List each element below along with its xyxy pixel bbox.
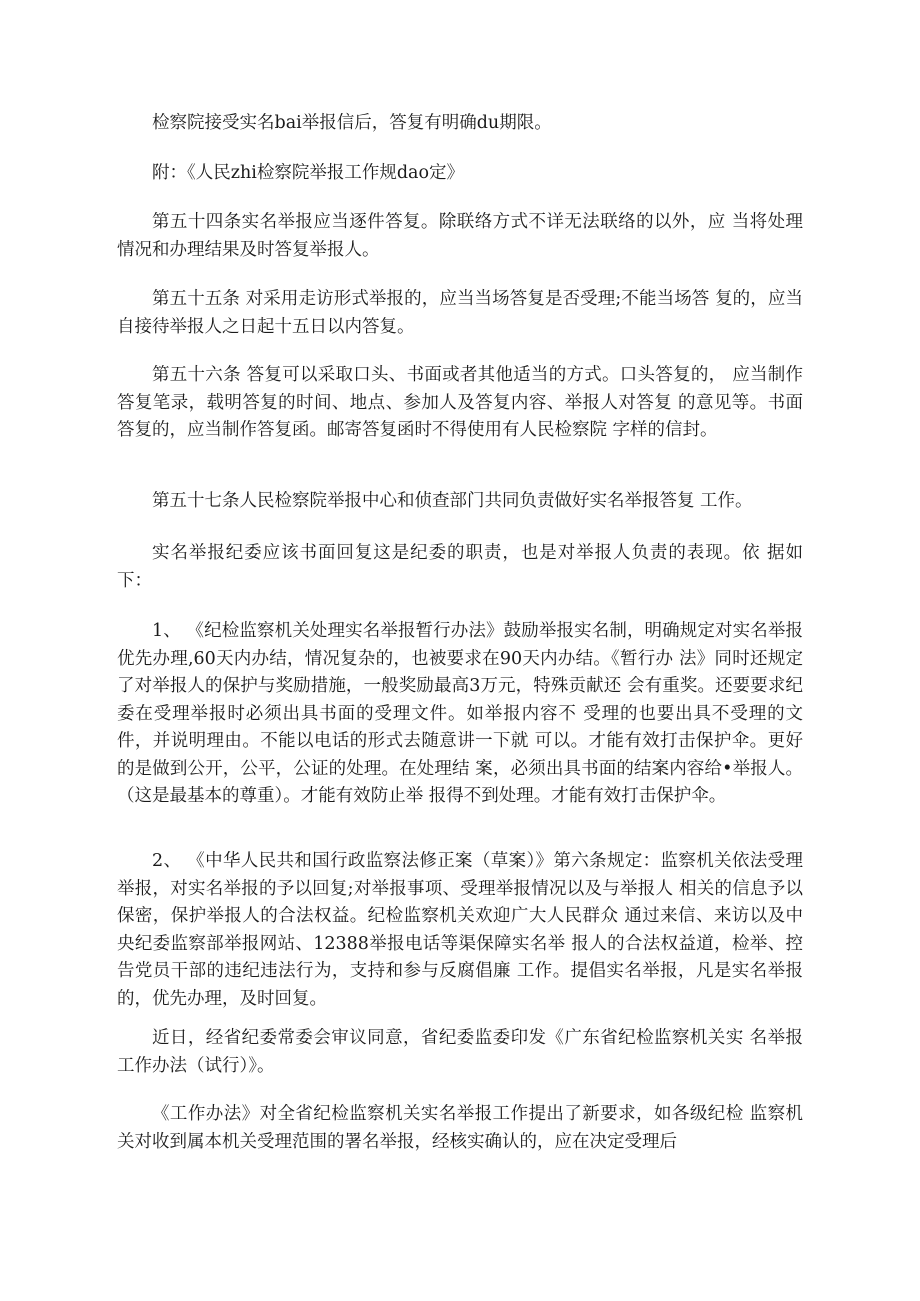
paragraph-article-57: 第五十七条人民检察院举报中心和侦查部门共同负责做好实名举报答复 工作。 xyxy=(152,491,753,511)
paragraph-written-reply-basis: 实名举报纪委应该书面回复这是纪委的职责，也是对举报人负责的表现。依 据如下： xyxy=(117,543,803,591)
paragraph-appendix-title: 附：《人民zhi检察院举报工作规dao定》 xyxy=(152,163,465,183)
paragraph-article-54: 第五十四条实名举报应当逐件答复。除联络方式不详无法联络的以外，应 当将处理情况和办理结果及时答复举报人。 xyxy=(117,212,803,260)
paragraph-item-2: 2、 《中华人民共和国行政监察法修正案（草案）》第六条规定：监察机关依法受理举报，对实名举报的予以回复;对举报事项、受理举报情况以及与举报人 相关的信息予以保密，保护举报人的合法权益。纪检监察机关欢迎广大人民群众 通过来信、来访以及中央纪委监察部举报网站、12388举报电话等渠保障实名举 报人的合法权益道，检举、控告党员干部的违纪违法行为，支持和参与反腐倡廉 工作。提倡实名举报，凡是实名举报的，优先办理，及时回复。 xyxy=(117,851,803,1009)
paragraph-item-1: 1、 《纪检监察机关处理实名举报暂行办法》鼓励举报实名制，明确规定对实名举报优先办理,60天内办结，情况复杂的，也被要求在90天内办结。《暂行办 法》同时还规定了对举报人的保护与奖励措施，一般奖励最高3万元，特殊贡献还 会有重奖。还要要求纪委在受理举报时必须出具书面的受理文件。如举报内容不 受理的也要出具不受理的文件，并说明理由。不能以电话的形式去随意讲一下就 可以。才能有效打击保护伞。更好的是做到公开，公平，公证的处理。在处理结 案，必须出具书面的结案内容给•举报人。（这是最基本的尊重）。才能有效防止举 报得不到处理。才能有效打击保护伞。 xyxy=(117,621,803,806)
paragraph-article-56: 第五十六条 答复可以采取口头、书面或者其他适当的方式。口头答复的， 应当制作答复笔录，载明答复的时间、地点、参加人及答复内容、举报人对答复 的意见等。书面答复的，应当制作答复函。邮寄答复函时不得使用有人民检察院 字样的信封。 xyxy=(117,365,803,440)
paragraph-work-measures: 《工作办法》对全省纪检监察机关实名举报工作提出了新要求，如各级纪检 监察机关对收到属本机关受理范围的署名举报，经核实确认的，应在决定受理后 xyxy=(117,1104,803,1152)
paragraph-reply-deadline: 检察院接受实名bai举报信后，答复有明确du期限。 xyxy=(152,113,552,133)
paragraph-article-55: 第五十五条 对采用走访形式举报的，应当当场答复是否受理;不能当场答 复的，应当自接待举报人之日起十五日以内答复。 xyxy=(117,289,803,337)
paragraph-guangdong-measures: 近日，经省纪委常委会审议同意，省纪委监委印发《广东省纪检监察机关实 名举报工作办法（试行）》。 xyxy=(117,1028,803,1076)
